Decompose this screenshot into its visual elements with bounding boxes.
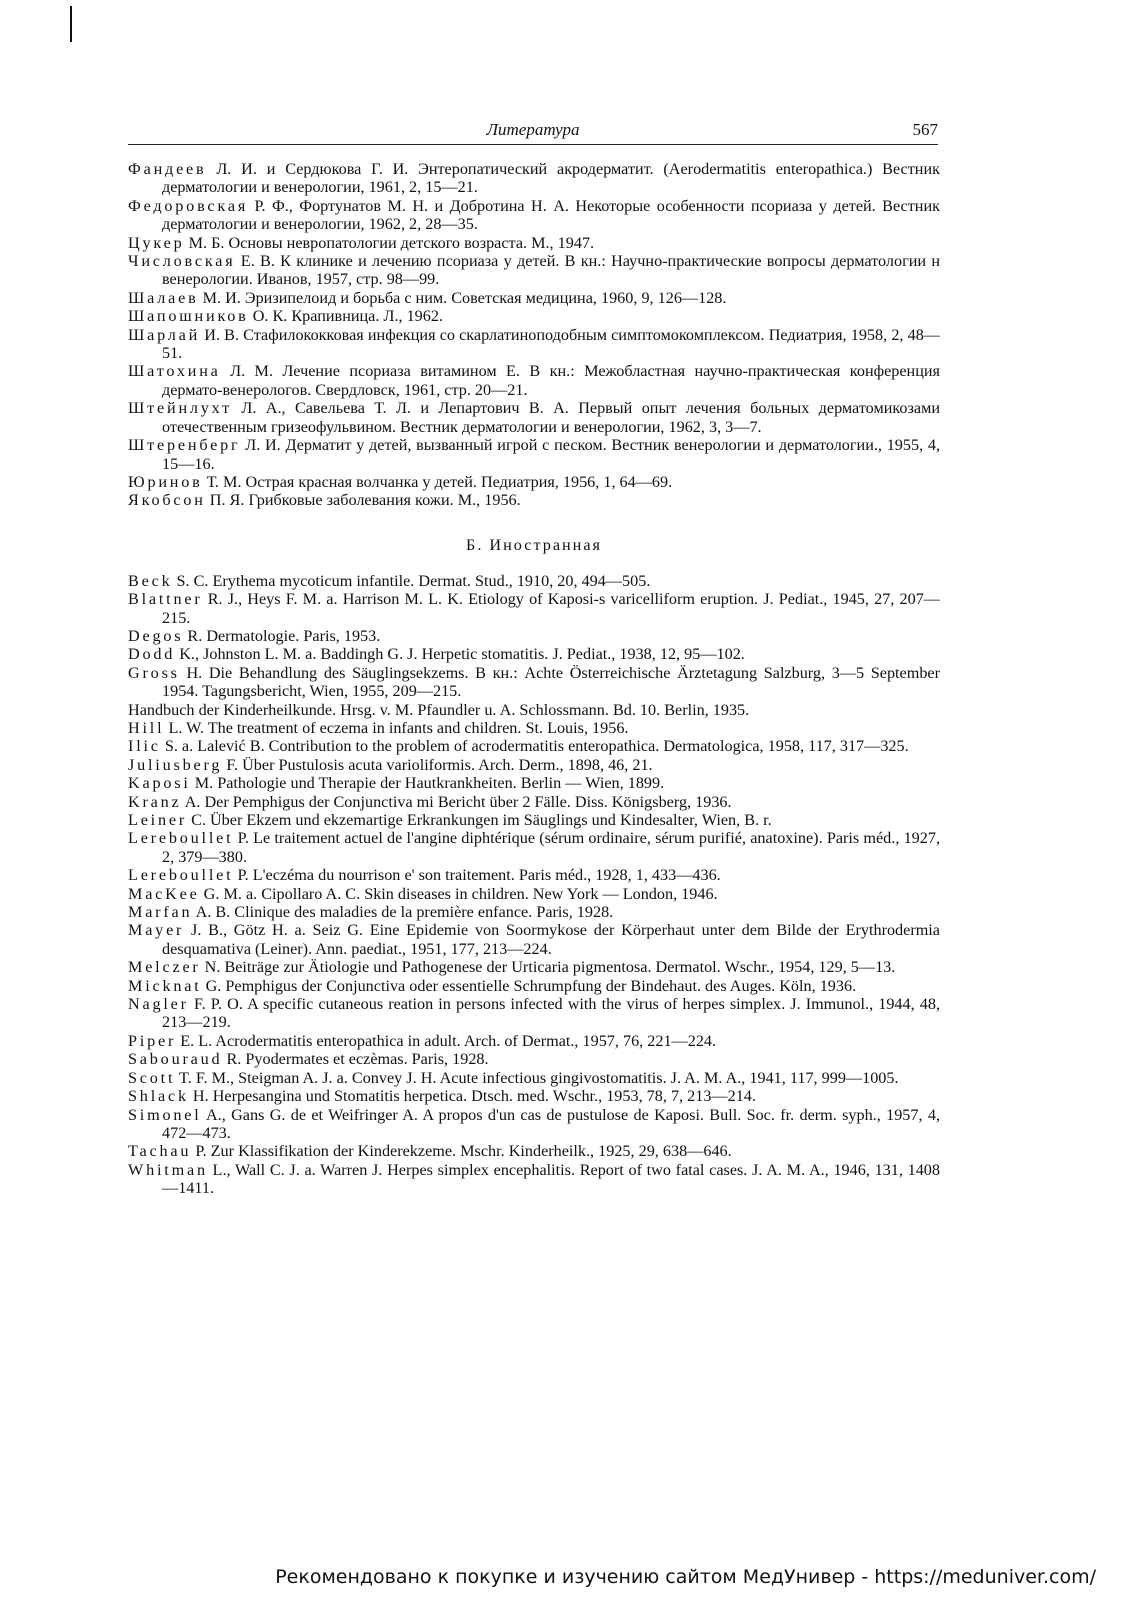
reference-author: Ilic	[128, 737, 161, 756]
reference-author: Kranz	[128, 792, 182, 811]
reference-entry	[128, 491, 940, 509]
reference-entry	[128, 793, 940, 811]
reference-text: М. Б. Основы невропатологии детского возраста. М., 1947.	[184, 233, 595, 252]
reference-author: Gross	[128, 663, 180, 682]
reference-author: Marfan	[128, 903, 193, 922]
reference-text: G. Pemphigus der Conjunctiva oder essentielle Schrumpfung der Bindehaut. des Auges. Köln, 1936.	[201, 976, 857, 995]
reference-text: О. К. Крапивница. Л., 1962.	[248, 307, 444, 326]
reference-text: L., Wall C. J. a. Warren J. Herpes simplex encephalitis. Report of two fatal cases. J. A. M. A., 1946, 131, 1408—1411.	[162, 1160, 940, 1198]
reference-author: Nagler	[128, 995, 189, 1014]
reference-entry	[128, 473, 940, 491]
reference-author: Leiner	[128, 811, 188, 829]
reference-author: Beck	[128, 571, 173, 590]
reference-text: Handbuch der Kinderheilkunde. Hrsg. v. M. Pfaundler u. A. Schlossmann. Bd. 10. Berlin, 1935.	[128, 700, 750, 719]
reference-author: Цукер	[128, 233, 185, 252]
reference-text: Л. И. и Сердюкова Г. И. Энтеропатический акродерматит. (Aerodermatitis enteropathica.) Вестник дерматологии и венерологии, 1961, 2, 15—21.	[162, 160, 940, 197]
reference-text: Е. В. К клинике и лечению псориаза у детей. В кн.: Научно-практические вопросы дерматологии н венерологии. Иванов, 1957, стр. 98—99.	[162, 252, 940, 289]
reference-text: L. W. The treatment of eczema in infants and children. St. Louis, 1956.	[164, 718, 629, 737]
reference-author: Dodd	[128, 645, 176, 664]
reference-text: E. L. Acrodermatitis enteropathica in adult. Arch. of Dermat., 1957, 76, 221—224.	[176, 1031, 717, 1050]
reference-entry	[128, 252, 940, 289]
reference-entry	[128, 627, 940, 645]
reference-entry	[128, 756, 940, 774]
reference-text: F. P. O. A specific cutaneous reation in persons infected with the virus of herpes simplex. J. Immunol., 1944, 48, 213—219.	[162, 995, 940, 1032]
reference-text: Р. Ф., Фортунатов М. Н. и Добротина Н. А. Некоторые особенности псориаза у детей. Вестник дерматологии и венерологии, 1962, 2, 28—35.	[162, 196, 940, 234]
reference-entry	[128, 958, 940, 976]
reference-text: P. Zur Klassifikation der Kinderekzeme. Mschr. Kinderheilk., 1925, 29, 638—646.	[191, 1142, 732, 1161]
reference-author: Hill	[128, 718, 165, 737]
reference-text: M. Pathologie und Therapie der Hautkrankheiten. Berlin — Wien, 1899.	[190, 774, 665, 793]
reference-entry	[128, 1069, 940, 1087]
reference-entry	[128, 885, 940, 903]
reference-entry	[128, 1142, 940, 1160]
reference-entry	[128, 701, 940, 719]
reference-entry	[128, 234, 940, 252]
reference-entry	[128, 903, 940, 921]
reference-author: Shlack	[128, 1087, 189, 1106]
reference-entry	[128, 436, 940, 473]
reference-author: Piper	[128, 1031, 177, 1050]
reference-list	[128, 160, 940, 1198]
reference-author: Штейнлухт	[128, 399, 233, 418]
reference-author: Якобсон	[128, 491, 206, 510]
reference-author: Юринов	[128, 472, 203, 491]
reference-entry	[128, 399, 940, 436]
section-heading-foreign: Б. Иностранная	[466, 535, 602, 554]
reference-text: P. Le traitement actuel de l'angine diphtérique (sérum ordinaire, sérum purifié, anatoxine). Paris méd., 1927, 2, 379—380.	[162, 829, 940, 866]
reference-text: Л. А., Савельева Т. Л. и Лепартович В. А. Первый опыт лечения больных дерматомикозами отечественным гризеофульвином. Вестник дерматологии и венерологии, 1962, 3, 3—7.	[162, 399, 940, 436]
reference-author: Шапошников	[128, 307, 249, 326]
reference-author: Micknat	[128, 976, 202, 995]
reference-entry	[128, 664, 940, 701]
reference-author: Simonel	[128, 1105, 202, 1124]
reference-author: MacKee	[128, 884, 200, 903]
reference-entry	[128, 829, 940, 866]
reference-text: П. Я. Грибковые заболевания кожи. М., 1956.	[205, 491, 521, 510]
reference-author: Федоровская	[128, 196, 249, 215]
reference-entry	[128, 921, 940, 958]
reference-entry	[128, 289, 940, 307]
reference-entry	[128, 572, 940, 590]
reference-text: Л. И. Дерматит у детей, вызванный игрой с песком. Вестник венерологии и дерматологии., 1955, 4, 15—16.	[162, 436, 940, 473]
reference-entry	[128, 995, 940, 1032]
reference-entry	[128, 590, 940, 627]
russian-references	[128, 160, 940, 510]
reference-author: Degos	[128, 626, 184, 645]
reference-text: A. Der Pemphigus der Conjunctiva mi Bericht über 2 Fälle. Diss. Königsberg, 1936.	[181, 792, 732, 811]
reference-text: Л. М. Лечение псориаза витамином Е. В кн.: Межобластная научно-практическая конференция дермато-венерологов. Свердловск, 1961, стр. 20—21.	[162, 362, 940, 399]
page-number: 567	[912, 120, 938, 139]
running-title: Литература	[486, 120, 580, 139]
reference-text: М. И. Эризипелоид и борьба с ним. Советская медицина, 1960, 9, 126—128.	[198, 288, 727, 307]
reference-entry	[128, 645, 940, 663]
reference-author: Sabouraud	[128, 1050, 223, 1069]
reference-entry	[128, 160, 940, 197]
reference-entry	[128, 326, 940, 363]
reference-author: Числовская	[128, 252, 236, 271]
reference-author: Whitman	[128, 1160, 208, 1179]
reference-author: Melczer	[128, 958, 201, 977]
reference-author: Фандеев	[128, 160, 207, 178]
reference-text: G. M. a. Cipollaro A. C. Skin diseases in children. New York — London, 1946.	[199, 884, 718, 903]
reference-text: R. Pyodermates et eczèmas. Paris, 1928.	[222, 1050, 489, 1069]
reference-entry	[128, 774, 940, 792]
foreign-references	[128, 572, 940, 1198]
reference-entry	[128, 977, 940, 995]
reference-entry	[128, 1087, 940, 1105]
reference-entry	[128, 1106, 940, 1143]
reference-text: Т. М. Острая красная волчанка у детей. Педиатрия, 1956, 1, 64—69.	[202, 472, 673, 491]
reference-entry	[128, 1032, 940, 1050]
page-header	[128, 120, 938, 145]
reference-entry	[128, 1161, 940, 1198]
reference-author: Mayer	[128, 921, 185, 940]
reference-text: S. C. Erythema mycoticum infantile. Dermat. Stud., 1910, 20, 494—505.	[172, 571, 651, 590]
reference-text: H. Herpesangina und Stomatitis herpetica. Dtsch. med. Wschr., 1953, 78, 7, 213—214.	[188, 1087, 756, 1106]
reference-author: Kaposi	[128, 774, 191, 793]
reference-author: Шатохина	[128, 362, 221, 381]
reference-text: A., Gans G. de et Weifringer A. A propos d'un cas de pustulose de Kaposi. Bull. Soc. fr. derm. syph., 1957, 4, 472—473.	[162, 1105, 940, 1142]
reference-author: Штеренберг	[128, 436, 241, 455]
reference-text: S. a. Lalević B. Contribution to the problem of acrodermatitis enteropathica. Dermatologica, 1958, 117, 317—325.	[160, 737, 909, 756]
reference-text: C. Über Ekzem und ekzemartige Erkrankungen im Säuglings und Kindesalter, Wien, B. r.	[187, 811, 772, 829]
reference-text: F. Über Pustulosis acuta varioliformis. Arch. Derm., 1898, 46, 21.	[222, 755, 653, 774]
reference-entry	[128, 866, 940, 884]
reference-entry	[128, 719, 940, 737]
reference-entry	[128, 737, 940, 755]
reference-text: И. В. Стафилококковая инфекция со скарлатиноподобным симптомокомплексом. Педиатрия, 1958, 2, 48—51.	[162, 325, 940, 363]
reference-text: P. L'eczéma du nourrison e' son traitement. Paris méd., 1928, 1, 433—436.	[233, 866, 721, 885]
reference-entry	[128, 307, 940, 325]
reference-author: Tachau	[128, 1142, 192, 1161]
margin-mark	[70, 6, 72, 42]
reference-text: J. B., Götz H. a. Seiz G. Eine Epidemie von Soormykose der Körperhaut unter dem Bilde der Erythrodermia desquamativa (Leiner). Ann. paediat., 1951, 177, 213—224.	[162, 921, 940, 958]
reference-text: R. J., Heys F. M. a. Harrison M. L. K. Etiology of Kaposi-s varicelliform eruption. J. Pediat., 1945, 27, 207—215.	[162, 590, 940, 627]
reference-author: Blattner	[128, 590, 203, 609]
reference-author: Шалаев	[128, 288, 199, 307]
reference-text: R. Dermatologie. Paris, 1953.	[183, 626, 381, 645]
reference-entry	[128, 811, 940, 829]
footer-watermark: Рекомендовано к покупке и изучению сайтом МедУнивер - https://meduniver.com/	[275, 1566, 1096, 1588]
reference-entry	[128, 197, 940, 234]
reference-entry	[128, 362, 940, 399]
reference-text: A. B. Clinique des maladies de la première enfance. Paris, 1928.	[192, 903, 614, 922]
reference-author: Scott	[128, 1068, 176, 1087]
reference-author: Шарлай	[128, 325, 201, 344]
reference-author: Lereboullet	[128, 866, 234, 885]
reference-entry	[128, 1050, 940, 1068]
reference-text: T. F. M., Steigman A. J. a. Convey J. H. Acute infectious gingivostomatitis. J. A. M. A., 1941, 117, 999—1005.	[175, 1068, 899, 1087]
reference-text: H. Die Behandlung des Säuglingsekzems. В кн.: Achte Österreichische Ärztetagung Salzburg, 3—5 September 1954. Tagungsbericht, Wien, 1955, 209—215.	[162, 663, 940, 701]
reference-author: Lereboullet	[128, 829, 234, 848]
reference-author: Juliusberg	[128, 755, 223, 774]
reference-text: N. Beiträge zur Ätiologie und Pathogenese der Urticaria pigmentosa. Dermatol. Wschr., 1954, 129, 5—13.	[200, 958, 896, 977]
reference-text: K., Johnston L. M. a. Baddingh G. J. Herpetic stomatitis. J. Pediat., 1938, 12, 95—102.	[175, 645, 745, 664]
